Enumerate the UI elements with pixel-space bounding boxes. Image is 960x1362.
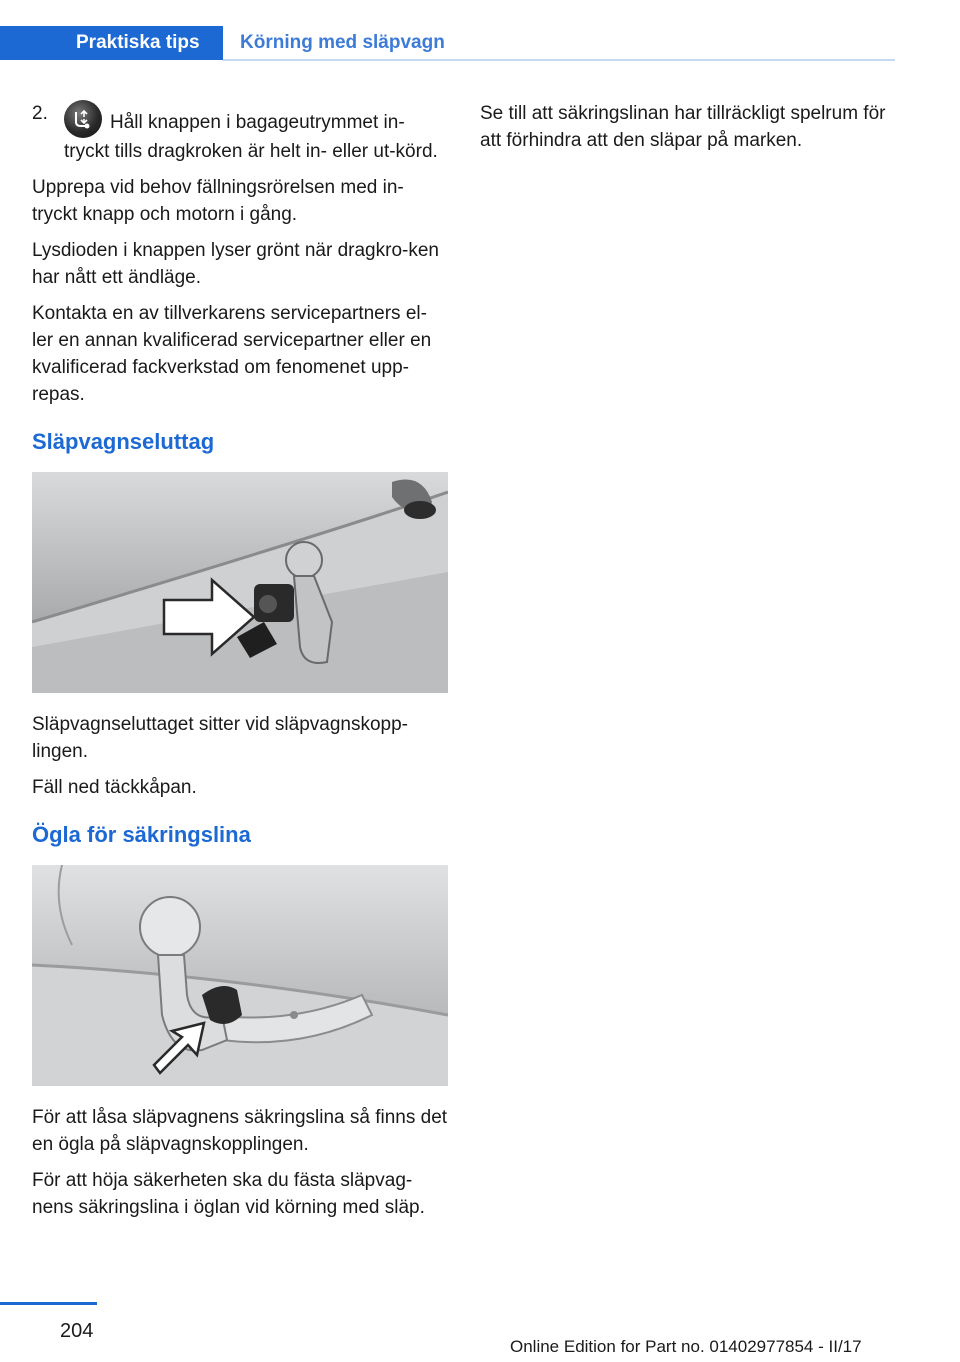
heading-trailer-socket: Släpvagnseluttag [32, 429, 215, 454]
paragraph-led: Lysdioden i knappen lyser grönt när dragkro-ken har nått ett ändläge. [32, 240, 439, 288]
header-divider [223, 59, 895, 61]
heading-safety-loop: Ögla för säkringslina [32, 822, 251, 847]
paragraph-loop-attach: För att höja säkerheten ska du fästa släpvag-nens säkringslina i öglan vid körning med släp. [32, 1170, 425, 1218]
safety-loop-illustration [32, 865, 448, 1086]
step-text: Håll knappen i bagageutrymmet in-tryckt tills dragkroken är helt in- eller ut-körd. [64, 112, 438, 162]
edition-text: Online Edition for Part no. 01402977854 - II/17 [510, 1337, 862, 1356]
step-number: 2. [32, 103, 48, 124]
paragraph-socket-location: Släpvagnseluttaget sitter vid släpvagnskopp-lingen. [32, 714, 409, 762]
right-column [480, 100, 896, 163]
page-number: 204 [60, 1320, 94, 1342]
paragraph-service: Kontakta en av tillverkarens servicepartners el-ler en annan kvalificerad servicepartner eller en kvalificerad fackverkstad om fenomenet upp-repas. [32, 303, 432, 405]
step-2 [32, 100, 448, 165]
paragraph-fold-cover: Fäll ned täckkåpan. [32, 777, 197, 798]
footer-divider [0, 1302, 97, 1305]
paragraph-slack: Se till att säkringslinan har tillräckligt spelrum för att förhindra att den släpar på marken. [480, 103, 886, 151]
left-column [32, 100, 448, 1230]
subsection-tab[interactable]: Körning med släpvagn [240, 32, 445, 53]
paragraph-loop-purpose: För att låsa släpvagnens säkringslina så finns det en ögla på släpvagnskopplingen. [32, 1107, 448, 1155]
page-header [0, 26, 895, 62]
section-tab[interactable]: Praktiska tips [0, 26, 223, 60]
trailer-socket-illustration [32, 472, 448, 693]
towbar-button-icon [64, 100, 102, 138]
paragraph-repeat: Upprepa vid behov fällningsrörelsen med in-tryckt knapp och motorn i gång. [32, 177, 404, 225]
